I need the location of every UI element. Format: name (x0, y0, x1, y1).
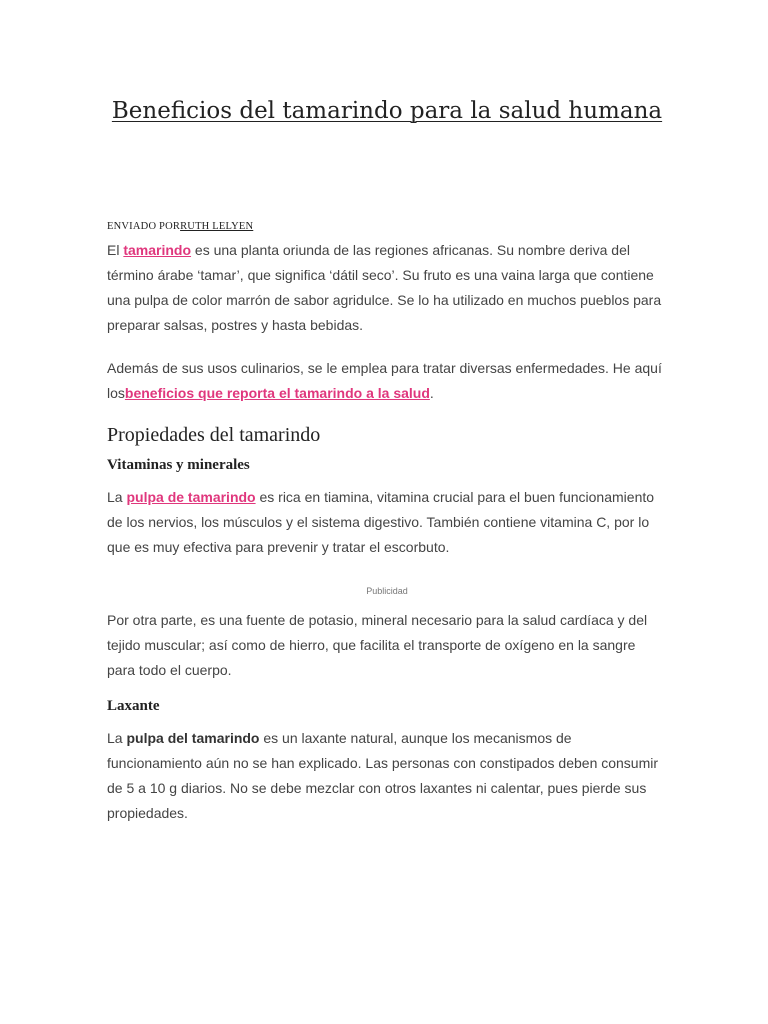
tamarindo-link[interactable]: tamarindo (123, 242, 192, 258)
ad-label: Publicidad (366, 586, 408, 596)
pulpa-bold-text: pulpa del tamarindo (126, 730, 260, 746)
paragraph-uses: Además de sus usos culinarios, se le emplea para tratar diversas enfermedades. He aquí losbeneficios que reporta el tamarindo a la salud. (107, 360, 662, 401)
paragraph-intro: El tamarindo es una planta oriunda de las regiones africanas. Su nombre deriva del término árabe ‘tamar’, que significa ‘dátil seco’. Su fruto es una vaina larga que contiene una pulpa de color marrón de sabor agridulce. Se lo ha utilizado en muchos pueblos para preparar salsas, postres y hasta bebidas. (107, 242, 662, 333)
byline-prefix: ENVIADO POR (107, 221, 181, 232)
pulpa-de-tamarindo-link[interactable]: pulpa de tamarindo (126, 489, 256, 505)
page-title: Beneficios del tamarindo para la salud humana (111, 98, 663, 124)
author-link[interactable]: RUTH LELYEN (180, 221, 254, 232)
paragraph-vitaminas: La pulpa de tamarindo es rica en tiamina, vitamina crucial para el buen funcionamiento de los nervios, los músculos y el sistema digestivo. También contiene vitamina C, por lo que es muy efectiva para prevenir y tratar el escorbuto. (107, 489, 655, 555)
byline (107, 221, 253, 232)
paragraph-laxante: La pulpa del tamarindo es un laxante natural, aunque los mecanismos de funcionamiento aún no se han explicado. Las personas con constipados deben consumir de 5 a 10 g diarios. No se debe mezclar con otros laxantes ni calentar, pues pierde sus propiedades. (107, 730, 659, 821)
paragraph-potasio: Por otra parte, es una fuente de potasio, mineral necesario para la salud cardíaca y del tejido muscular; así como de hierro, que facilita el transporte de oxígeno en la sangre para todo el cuerpo. (107, 612, 648, 678)
section-heading-propiedades: Propiedades del tamarindo (107, 424, 321, 446)
subheading-vitaminas: Vitaminas y minerales (107, 457, 250, 473)
subheading-laxante: Laxante (107, 698, 160, 714)
beneficios-link[interactable]: beneficios que reporta el tamarindo a la salud (124, 385, 430, 401)
